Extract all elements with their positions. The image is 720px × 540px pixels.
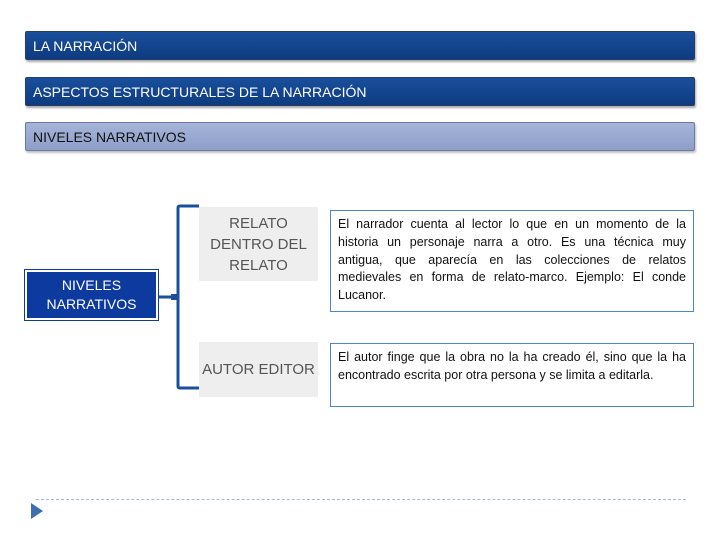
triangle-right-icon[interactable] bbox=[30, 502, 44, 520]
branch-label: AUTOR EDITOR bbox=[202, 361, 315, 378]
description-text: El autor finge que la obra no la ha creado él, sino que la ha encontrado escrita por otra persona y se limita a editarla. bbox=[338, 350, 686, 382]
branch-node-autor-editor bbox=[199, 342, 318, 397]
branch-description-relato bbox=[330, 210, 694, 312]
branch-node-relato bbox=[199, 207, 318, 281]
branch-description-autor-editor bbox=[330, 343, 694, 407]
description-text: El narrador cuenta al lector lo que en un momento de la historia un personaje narra a otro. Es una técnica muy antigua, que aparecía en las colecciones de relatos medievales en forma de relato-marco. Ejemplo: El conde Lucanor. bbox=[338, 217, 686, 302]
footer-divider bbox=[36, 499, 686, 500]
page-title: LA NARRACIÓN bbox=[33, 37, 138, 54]
section-title: NIVELES NARRATIVOS bbox=[33, 128, 187, 145]
root-node-label: NIVELES NARRATIVOS bbox=[46, 277, 137, 312]
page-subtitle: ASPECTOS ESTRUCTURALES DE LA NARRACIÓN bbox=[33, 83, 367, 100]
branch-label: RELATO DENTRO DEL RELATO bbox=[210, 214, 307, 274]
root-node bbox=[25, 270, 158, 320]
